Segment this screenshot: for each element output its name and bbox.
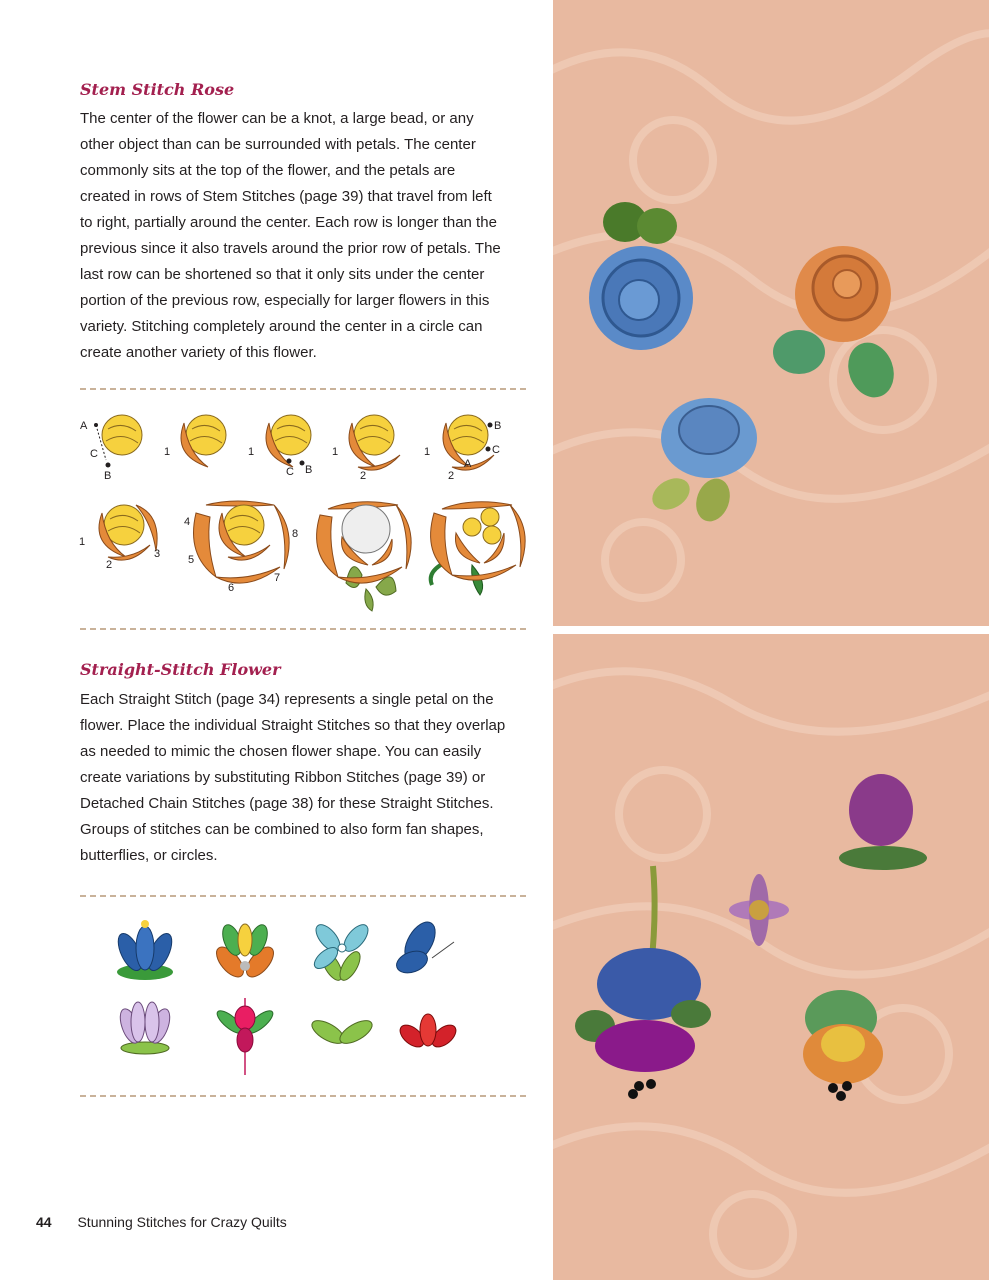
multicolor-flower-icon: [212, 922, 279, 981]
straight-stitch-flower-paragraph: Each Straight Stitch (page 34) represents a single petal on the flower. Place the individual Straight Stitches so that they overlap as needed to mimic the chosen flower shape. You can easily create variations by substituting Ribbon Stitches (page 39) or Detached Chain Stitches (page 38) for these Straight Stitches. Groups of stitches can be combined to also form fan shapes, butterflies, or circles.: [80, 691, 506, 864]
diagram-step-3: [248, 415, 312, 478]
green-leaves-icon: [308, 1016, 375, 1048]
butterfly-icon: [394, 917, 454, 977]
diagram-step-5: [424, 415, 501, 482]
label-1: 1: [248, 446, 255, 458]
label-1: 1: [164, 446, 171, 458]
diagram-step-1: [80, 415, 142, 482]
label-2: 2: [106, 559, 113, 571]
label-b: B: [494, 420, 502, 432]
label-5: 5: [188, 554, 195, 566]
page-footer: [36, 1214, 287, 1230]
page-number: 44: [36, 1214, 52, 1230]
divider-bottom: [80, 1095, 526, 1097]
straight-stitch-variations-diagram: [100, 910, 480, 1080]
label-b: B: [104, 470, 112, 482]
section-title-stem-stitch-rose: Stem Stitch Rose: [80, 80, 235, 99]
fuchsia-flower-icon: [214, 998, 276, 1075]
label-c: C: [286, 466, 294, 478]
lavender-flower-icon: [116, 1002, 173, 1054]
diagram-step-4: [332, 415, 400, 482]
label-a: A: [80, 420, 88, 432]
diagram-step-7: [184, 501, 298, 594]
label-c: C: [492, 444, 500, 456]
stem-stitch-rose-photo: [553, 0, 989, 626]
label-1: 1: [424, 446, 431, 458]
section-title-straight-stitch-flower: Straight-Stitch Flower: [80, 660, 281, 679]
label-a: A: [464, 458, 472, 470]
light-blue-flower-icon: [311, 921, 373, 984]
blue-flower-icon: [113, 920, 176, 980]
red-fan-icon: [396, 1014, 460, 1051]
diagram-step-6: [79, 505, 160, 571]
label-1: 1: [332, 446, 339, 458]
label-4: 4: [184, 516, 191, 528]
label-8: 8: [292, 528, 299, 540]
divider-middle: [80, 628, 526, 630]
label-b: B: [305, 464, 313, 476]
stem-stitch-rose-paragraph: The center of the flower can be a knot, a large bead, or any other object than can be surrounded with petals. The center commonly sits at the top of the flower, and the petals are created in rows of Stem Stitches (page 39) that travel from left to right, partially around the center. Each row is longer than the previous since it also travels around the prior row of petals. The last row can be shortened so that it only sits under the center portion of the previous row, especially for larger flowers in this variety. Stitching completely around the center in a circle can create another variety of this flower.: [80, 110, 501, 361]
label-2: 2: [448, 470, 455, 482]
straight-stitch-flower-photo: [553, 634, 989, 1280]
diagram-step-9: [431, 502, 526, 595]
diagram-step-8: [317, 502, 412, 611]
label-6: 6: [228, 582, 235, 594]
book-title: Stunning Stitches for Crazy Quilts: [77, 1214, 287, 1230]
label-c: C: [90, 448, 98, 460]
label-3: 3: [154, 548, 161, 560]
label-1: 1: [79, 536, 86, 548]
diagram-step-2: [164, 415, 226, 467]
divider-top: [80, 388, 526, 390]
divider-lower: [80, 895, 526, 897]
label-2: 2: [360, 470, 367, 482]
label-7: 7: [274, 572, 281, 584]
stem-stitch-rose-diagram: [76, 405, 541, 615]
